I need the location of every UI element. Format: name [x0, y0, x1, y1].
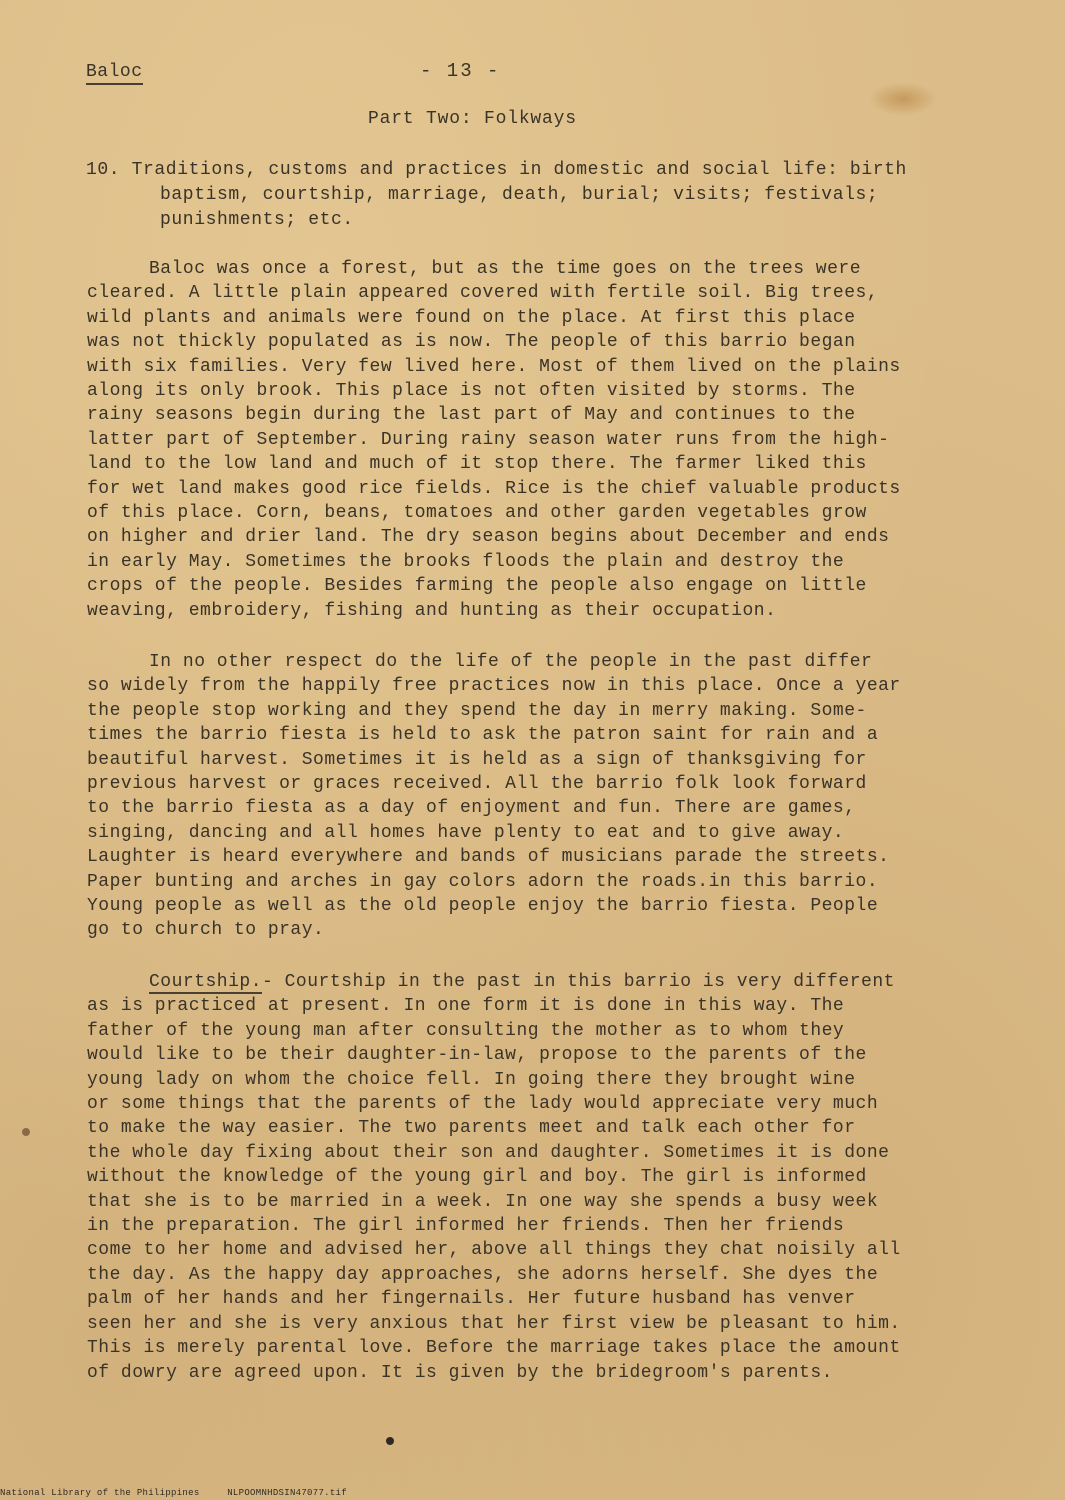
paper-speck	[22, 1128, 30, 1136]
text-line: times the barrio fiesta is held to ask the patron saint for rain and a	[87, 725, 879, 746]
text-line: that she is to be married in a week. In one way she spends a busy week	[87, 1191, 879, 1212]
part-title: Part Two: Folkways	[368, 109, 577, 129]
text-line: cleared. A little plain appeared covered with fertile soil. Big trees,	[87, 283, 879, 304]
footer-file: NLPOOMNHDSIN47077.tif	[227, 1488, 347, 1498]
paragraph-courtship	[87, 970, 1007, 1385]
scan-footer	[0, 1488, 369, 1498]
text-line: Young people as well as the old people enjoy the barrio fiesta. People	[87, 896, 879, 917]
text-line: of dowry are agreed upon. It is given by the bridegroom's parents.	[87, 1362, 833, 1383]
text-line: young lady on whom the choice fell. In going there they brought wine	[87, 1069, 856, 1090]
courtship-heading: Courtship.	[149, 972, 263, 992]
text-line	[87, 970, 1007, 994]
text-line: on higher and drier land. The dry season begins about December and ends	[87, 527, 890, 548]
text-line: along its only brook. This place is not often visited by storms. The	[87, 381, 856, 402]
page-number: - 13 -	[420, 60, 501, 82]
text-line: beautiful harvest. Sometimes it is held as a sign of thanksgiving for	[87, 749, 867, 770]
text-line: in early May. Sometimes the brooks floods the plain and destroy the	[87, 551, 845, 572]
text-line: as is practiced at present. In one form it is done in this way. The	[87, 996, 845, 1017]
text-line: This is merely parental love. Before the marriage takes place the amount	[87, 1338, 901, 1359]
text-line: previous harvest or graces received. All the barrio folk look forward	[87, 774, 867, 795]
text-line: to the barrio fiesta as a day of enjoyment and fun. There are games,	[87, 798, 856, 819]
text-line: seen her and she is very anxious that her first view be pleasant to him.	[87, 1313, 901, 1334]
text-line: or some things that the parents of the lady would appreciate very much	[87, 1094, 879, 1115]
paper-stain	[868, 82, 938, 116]
paragraph-fiesta	[87, 650, 1007, 943]
ink-dot	[386, 1437, 394, 1445]
text-line: In no other respect do the life of the people in the past differ	[149, 652, 873, 672]
text-line: Laughter is heard everywhere and bands of musicians parade the streets.	[87, 847, 890, 868]
text-line: weaving, embroidery, fishing and hunting as their occupation.	[87, 600, 777, 621]
text-line: land to the low land and much of it stop there. The farmer liked this	[87, 454, 867, 475]
text-line: so widely from the happily free practices now in this place. Once a year	[87, 676, 901, 697]
header-place: Baloc	[86, 62, 143, 85]
text-line: Paper bunting and arches in gay colors adorn the roads.in this barrio.	[87, 871, 879, 892]
item-heading	[86, 158, 996, 233]
text-line: without the knowledge of the young girl and boy. The girl is informed	[87, 1167, 867, 1188]
item-heading-line: punishments; etc.	[160, 210, 354, 230]
courtship-intro: - Courtship in the past in this barrio is very different	[262, 972, 895, 992]
item-heading-line: 10. Traditions, customs and practices in domestic and social life: birth	[86, 160, 907, 180]
text-line: palm of her hands and her fingernails. Her future husband has venver	[87, 1289, 856, 1310]
text-line: wild plants and animals were found on the place. At first this place	[87, 307, 856, 328]
text-line: to make the way easier. The two parents meet and talk each other for	[87, 1118, 856, 1139]
text-line: for wet land makes good rice fields. Rice is the chief valuable products	[87, 478, 901, 499]
text-line: the day. As the happy day approaches, she adorns herself. She dyes the	[87, 1264, 879, 1285]
text-line: go to church to pray.	[87, 920, 325, 941]
text-line: in the preparation. The girl informed her friends. Then her friends	[87, 1216, 845, 1237]
text-line: crops of the people. Besides farming the people also engage on little	[87, 576, 867, 597]
paragraph-history	[87, 257, 1007, 623]
text-line: would like to be their daughter-in-law, propose to the parents of the	[87, 1045, 867, 1066]
text-line: of this place. Corn, beans, tomatoes and other garden vegetables grow	[87, 503, 867, 524]
footer-library: National Library of the Philippines	[0, 1488, 200, 1498]
text-line: father of the young man after consulting the mother as to whom they	[87, 1020, 845, 1041]
text-line: the people stop working and they spend the day in merry making. Some-	[87, 700, 867, 721]
text-line: was not thickly populated as is now. The people of this barrio began	[87, 332, 856, 353]
text-line: with six families. Very few lived here. Most of them lived on the plains	[87, 356, 901, 377]
text-line: singing, dancing and all homes have plenty to eat and to give away.	[87, 822, 845, 843]
text-line: rainy seasons begin during the last part of May and continues to the	[87, 405, 856, 426]
text-line: latter part of September. During rainy season water runs from the high-	[87, 429, 890, 450]
text-line: Baloc was once a forest, but as the time goes on the trees were	[149, 259, 862, 279]
text-line: the whole day fixing about their son and daughter. Sometimes it is done	[87, 1142, 890, 1163]
item-heading-line: baptism, courtship, marriage, death, burial; visits; festivals;	[160, 185, 879, 205]
text-line: come to her home and advised her, above all things they chat noisily all	[87, 1240, 901, 1261]
